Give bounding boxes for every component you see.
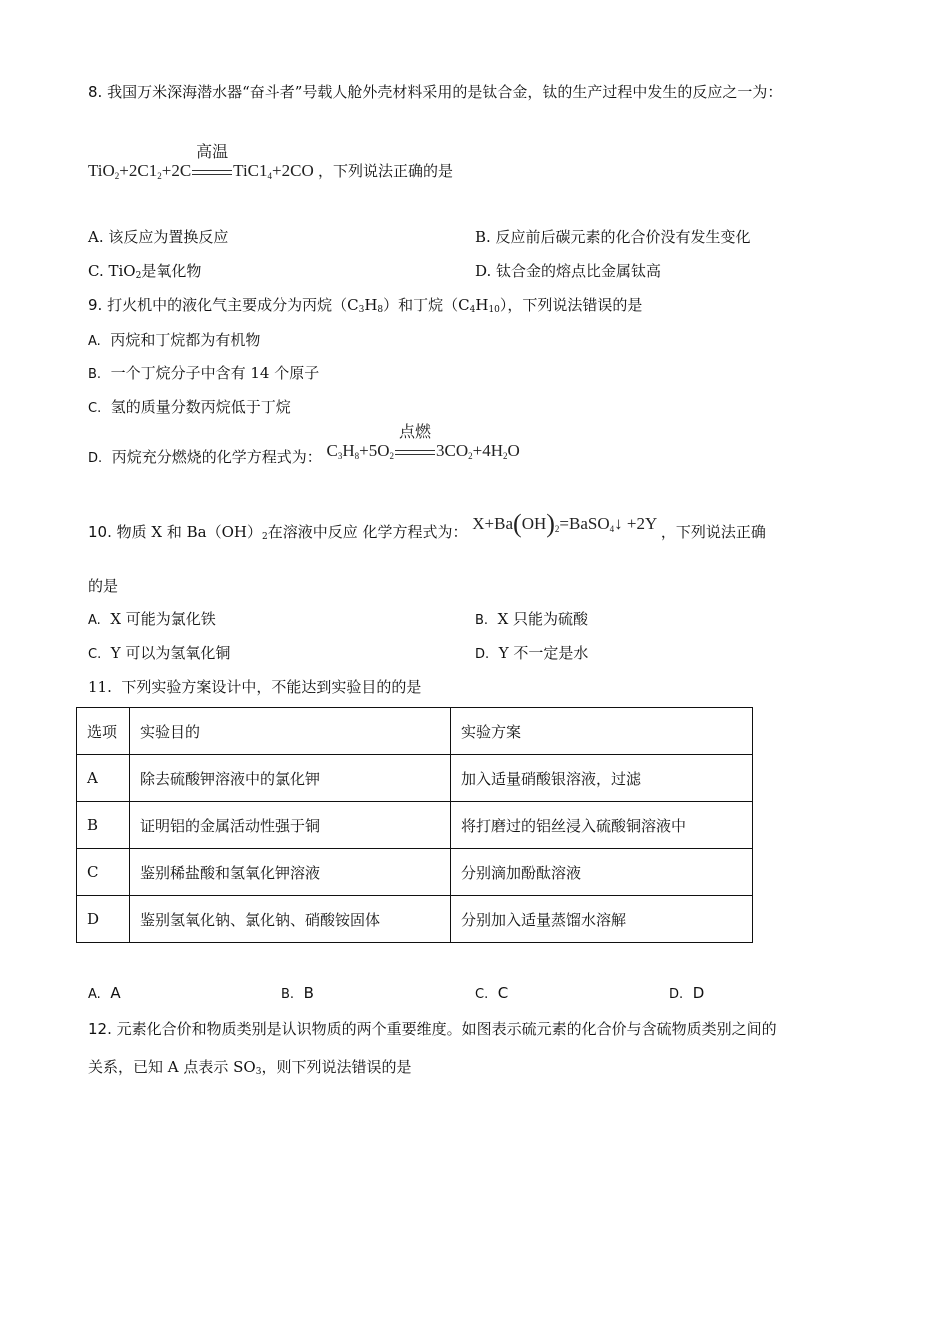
q10-eq-s1: 2 xyxy=(554,524,560,534)
q8-eq-c: +2C xyxy=(161,161,192,180)
q8-stem xyxy=(88,81,782,102)
q10-stem-a: 物质 X 和 Ba（OH） xyxy=(116,523,262,541)
q11-option-c-label: C. xyxy=(475,987,489,1002)
q9-option-d-label: D. xyxy=(88,451,103,466)
q8-tail: ，下列说法正确的是 xyxy=(317,162,453,180)
q8-equation xyxy=(88,142,318,181)
q11-option-c-text: C xyxy=(497,984,509,1002)
q8-option-d: D. 钛合金的熔点比金属钛高 xyxy=(475,262,662,280)
q8-eq-ticl: TiC1 xyxy=(233,161,268,180)
q10-line2: 的是 xyxy=(88,577,119,595)
q9-number: 9. xyxy=(88,296,103,314)
q11-option-d-label: D. xyxy=(669,987,684,1002)
q12-line2-a: 关系，已知 A 点表示 SO xyxy=(88,1058,256,1076)
q11-option-a xyxy=(88,984,121,1002)
table-row xyxy=(77,802,753,849)
q8-number: 8. xyxy=(88,83,103,101)
q9-option-b xyxy=(88,362,319,383)
table-cell: D xyxy=(77,896,130,943)
q10-eq-s2: 4 xyxy=(609,524,615,534)
q10-equation xyxy=(472,509,661,538)
table-cell: 将打磨过的铝丝浸入硫酸铜溶液中 xyxy=(451,802,753,849)
q8-eq-cl: +2C1 xyxy=(119,161,158,180)
q10-eq-rparen: ) xyxy=(546,509,555,538)
table-row xyxy=(77,755,753,802)
q9-option-b-text: 一个丁烷分子中含有 14 个原子 xyxy=(110,364,320,382)
q11-option-a-label: A. xyxy=(88,987,101,1002)
q10-number: 10. xyxy=(88,523,112,541)
q10-eq-oh: OH xyxy=(521,514,547,533)
q9-stem-d: H xyxy=(475,296,489,314)
q10-option-c-label: C. xyxy=(88,647,102,662)
q11-option-b-text: B xyxy=(303,984,314,1002)
table-cell: 分别滴加酚酞溶液 xyxy=(451,849,753,896)
q9-stem-a: 打火机中的液化气主要成分为丙烷（C xyxy=(107,296,359,314)
q10-eq-baso: =BaSO xyxy=(559,514,610,533)
q9-option-c-label: C. xyxy=(88,401,102,416)
q8-eq-tio: TiO xyxy=(88,161,115,180)
q8-eq-sub2: 2 xyxy=(157,171,162,181)
table-header-cell: 选项 xyxy=(77,708,130,755)
q9-condition-text: 点燃 xyxy=(398,422,432,441)
q11-option-b-label: B. xyxy=(281,987,295,1002)
q9-reaction-condition xyxy=(395,422,435,461)
q8-option-c-post: 是氧化物 xyxy=(141,262,202,280)
q9-eq-s5: 2 xyxy=(503,451,508,461)
table-cell: 加入适量硝酸银溶液，过滤 xyxy=(451,755,753,802)
q10-option-d-text: Y 不一定是水 xyxy=(498,644,589,662)
table-header-cell: 实验方案 xyxy=(451,708,753,755)
q11-option-c xyxy=(475,984,508,1002)
q8-eq-co: +2CO xyxy=(272,161,314,180)
table-cell: 证明铝的金属活动性强于铜 xyxy=(130,802,451,849)
q8-option-c-sub: 2 xyxy=(135,271,142,281)
q10-option-a-label: A. xyxy=(88,613,101,628)
q8-eq-sub1: 2 xyxy=(114,171,120,181)
q10-option-b xyxy=(475,608,588,629)
q10-option-b-text: X 只能为硫酸 xyxy=(497,610,589,628)
q9-eq-o: O xyxy=(507,441,520,460)
q9-eq-s1: 3 xyxy=(337,451,343,461)
q8-reaction-condition xyxy=(192,142,232,181)
q11-stem xyxy=(88,676,421,697)
q9-stem-b: H xyxy=(364,296,378,314)
table-cell: A xyxy=(77,755,130,802)
table-cell: 鉴别氢氧化钠、氯化钠、硝酸铵固体 xyxy=(130,896,451,943)
q11-number: 11. xyxy=(88,678,112,696)
q9-eq-h: H xyxy=(342,441,355,460)
q8-condition-text: 高温 xyxy=(196,142,229,161)
table-cell: C xyxy=(77,849,130,896)
q10-option-a xyxy=(88,608,216,629)
q11-option-d xyxy=(669,984,704,1002)
q8-option-c xyxy=(88,260,201,281)
q9-stem-s4: 10 xyxy=(488,305,500,315)
q11-table xyxy=(76,707,753,943)
q9-option-d xyxy=(88,422,520,467)
q10-stem-b: 在溶液中反应 化学方程式为： xyxy=(267,523,468,541)
q9-option-a-label: A. xyxy=(88,334,101,349)
q9-equals-bars xyxy=(395,450,435,455)
q9-option-c xyxy=(88,396,291,417)
q9-option-b-label: B. xyxy=(88,367,102,382)
q11-option-a-text: A xyxy=(110,984,121,1002)
table-row xyxy=(77,896,753,943)
q10-option-c xyxy=(88,642,230,663)
q12-line1 xyxy=(88,1018,777,1039)
q8-stem-text: 我国万米深海潜水器“奋斗者”号载人舱外壳材料采用的是钛合金，钛的生产过程中发生的反应之一为： xyxy=(107,83,783,101)
q9-eq-s3: 2 xyxy=(389,451,394,461)
q11-stem-text: 下列实验方案设计中，不能达到实验目的的是 xyxy=(121,678,422,696)
q8-option-b: B. 反应前后碳元素的化合价没有发生变化 xyxy=(475,228,751,246)
q8-eq-sub3: 4 xyxy=(267,171,273,181)
q10-option-a-text: X 可能为氯化铁 xyxy=(110,610,216,628)
table-cell: 分别加入适量蒸馏水溶解 xyxy=(451,896,753,943)
q9-option-a xyxy=(88,329,260,350)
q9-stem xyxy=(88,294,642,315)
q9-stem-s2: 8 xyxy=(377,305,384,315)
q8-equals-bars xyxy=(192,170,232,175)
q9-option-d-text: 丙烷充分燃烧的化学方程式为： xyxy=(111,448,322,466)
q12-number: 12. xyxy=(88,1020,112,1038)
table-header-row xyxy=(77,708,753,755)
q10-eq-lparen: ( xyxy=(513,509,522,538)
table-row xyxy=(77,849,753,896)
q8-option-c-pre: C. TiO xyxy=(88,262,136,280)
q10-tail: ，下列说法正确 xyxy=(660,523,766,541)
q9-stem-e: ），下列说法错误的是 xyxy=(499,296,643,314)
q9-equation xyxy=(326,422,520,461)
q11-option-b xyxy=(281,984,314,1002)
table-header-cell: 实验目的 xyxy=(130,708,451,755)
q10-option-d-label: D. xyxy=(475,647,490,662)
q9-stem-s1: 3 xyxy=(358,305,365,315)
q9-eq-s2: 8 xyxy=(354,451,360,461)
q9-stem-c: ）和丁烷（C xyxy=(383,296,470,314)
q10-option-c-text: Y 可以为氢氧化铜 xyxy=(110,644,231,662)
q12-line1-text: 元素化合价和物质类别是认识物质的两个重要维度。如图表示硫元素的化合价与含硫物质类别之间的 xyxy=(116,1020,777,1038)
q10-option-d xyxy=(475,642,588,663)
q9-option-c-text: 氢的质量分数丙烷低于丁烷 xyxy=(110,398,291,416)
q10-stem xyxy=(88,509,766,547)
table-cell: B xyxy=(77,802,130,849)
q10-option-b-label: B. xyxy=(475,613,489,628)
q10-eq-y: ↓ +2Y xyxy=(614,514,657,533)
q9-option-a-text: 丙烷和丁烷都为有机物 xyxy=(110,331,261,349)
q10-stem-sub: 2 xyxy=(261,532,268,542)
q8-option-a: A. 该反应为置换反应 xyxy=(88,228,229,246)
table-cell: 除去硫酸钾溶液中的氯化钾 xyxy=(130,755,451,802)
q8-equation-line xyxy=(88,142,453,181)
q9-eq-c: C xyxy=(326,441,338,460)
q12-line2-b: ，则下列说法错误的是 xyxy=(261,1058,412,1076)
q11-option-d-text: D xyxy=(692,984,705,1002)
q12-line2 xyxy=(88,1056,411,1077)
q9-stem-s3: 4 xyxy=(469,305,476,315)
table-cell: 鉴别稀盐酸和氢氧化钾溶液 xyxy=(130,849,451,896)
q9-eq-s4: 2 xyxy=(468,451,473,461)
q9-eq-h2: +4H xyxy=(472,441,503,460)
q12-line2-sub: 3 xyxy=(255,1067,262,1077)
q9-eq-o2: +5O xyxy=(359,441,390,460)
q9-eq-co2: 3CO xyxy=(436,441,469,460)
q10-eq-xba: X+Ba xyxy=(472,514,514,533)
